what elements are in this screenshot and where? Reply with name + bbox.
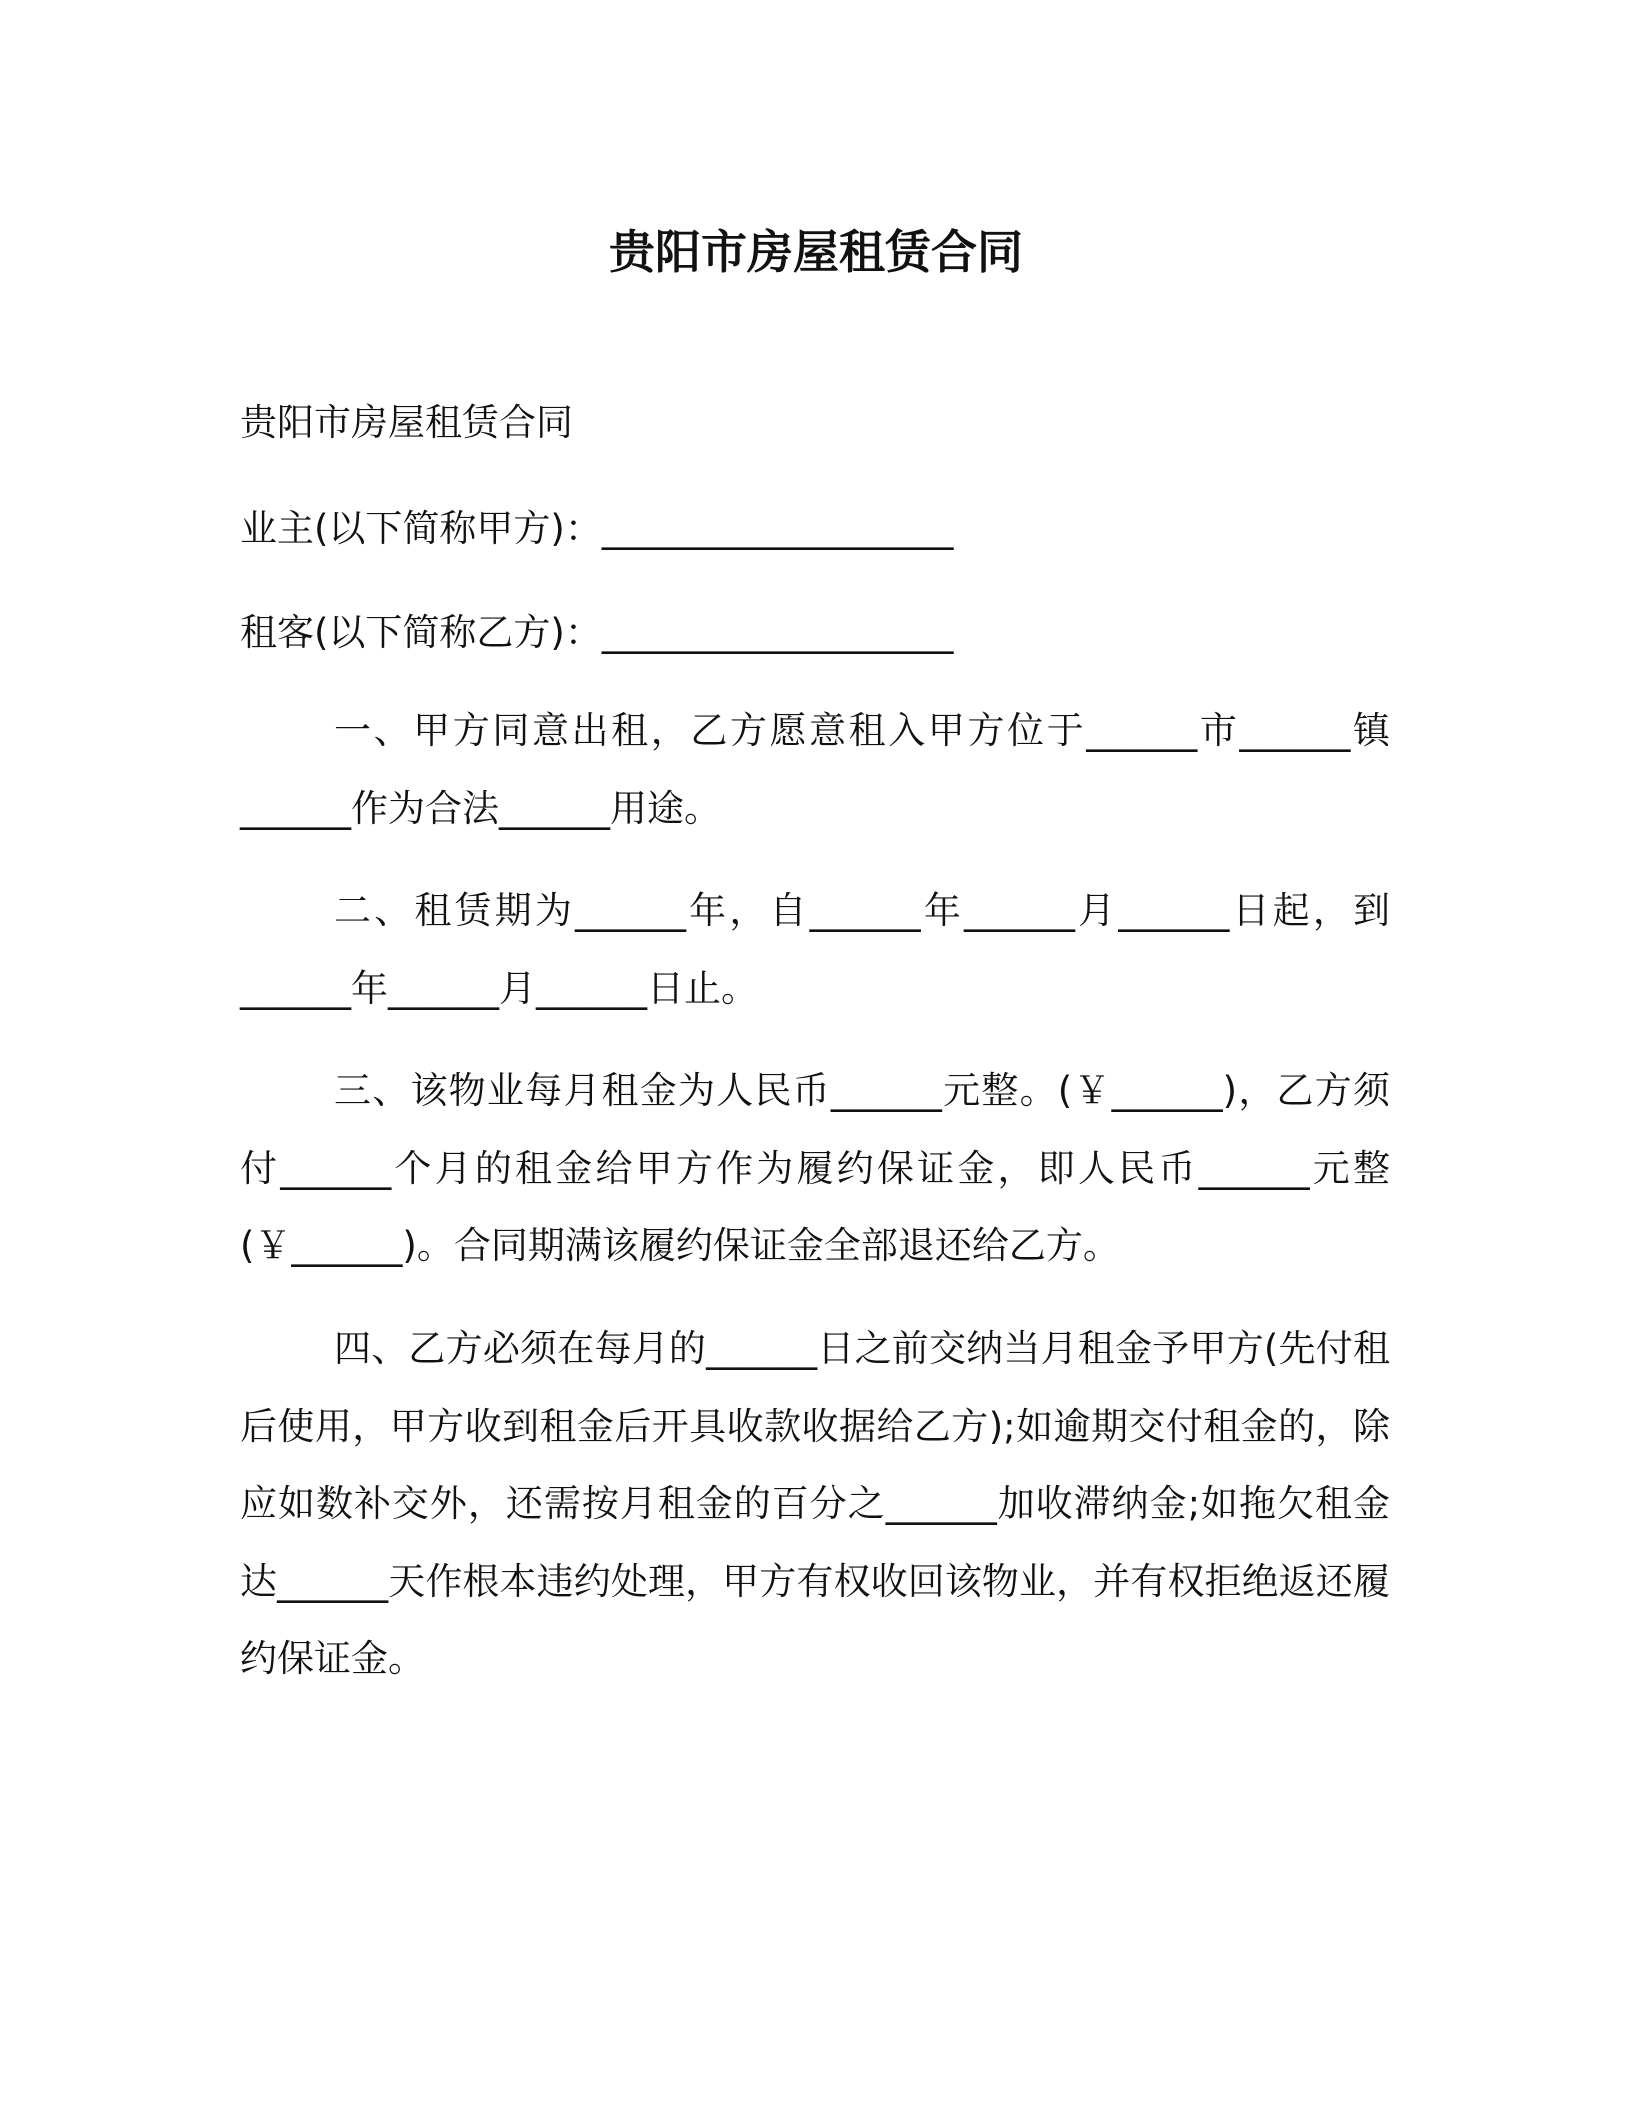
party-a-line: 业主(以下简称甲方)：___________________ bbox=[240, 507, 954, 550]
document-title: 贵阳市房屋租赁合同 bbox=[609, 225, 1023, 279]
clause-2: 二、租赁期为______年，自______年______月______日起，到______年______月______日止。 bbox=[240, 889, 1390, 1010]
clause-4: 四、乙方必须在每月的______日之前交纳当月租金予甲方(先付租后使用，甲方收到租金后开具收款收据给乙方);如逾期交付租金的，除应如数补交外，还需按月租金的百分之______加收滞纳金;如拖欠租金达______天作根本违约处理，甲方有权收回该物业，并有权拒绝返还履约保证金。 bbox=[240, 1327, 1390, 1680]
document-subtitle: 贵阳市房屋租赁合同 bbox=[240, 401, 573, 444]
clause-1: 一、甲方同意出租，乙方愿意租入甲方位于______市______镇______作为合法______用途。 bbox=[240, 709, 1390, 830]
clause-3: 三、该物业每月租金为人民币______元整。(￥______)，乙方须付______个月的租金给甲方作为履约保证金，即人民币______元整(￥______)。合同期满该履约保证金全部退还给乙方。 bbox=[240, 1069, 1390, 1267]
party-b-line: 租客(以下简称乙方)：___________________ bbox=[240, 611, 954, 654]
